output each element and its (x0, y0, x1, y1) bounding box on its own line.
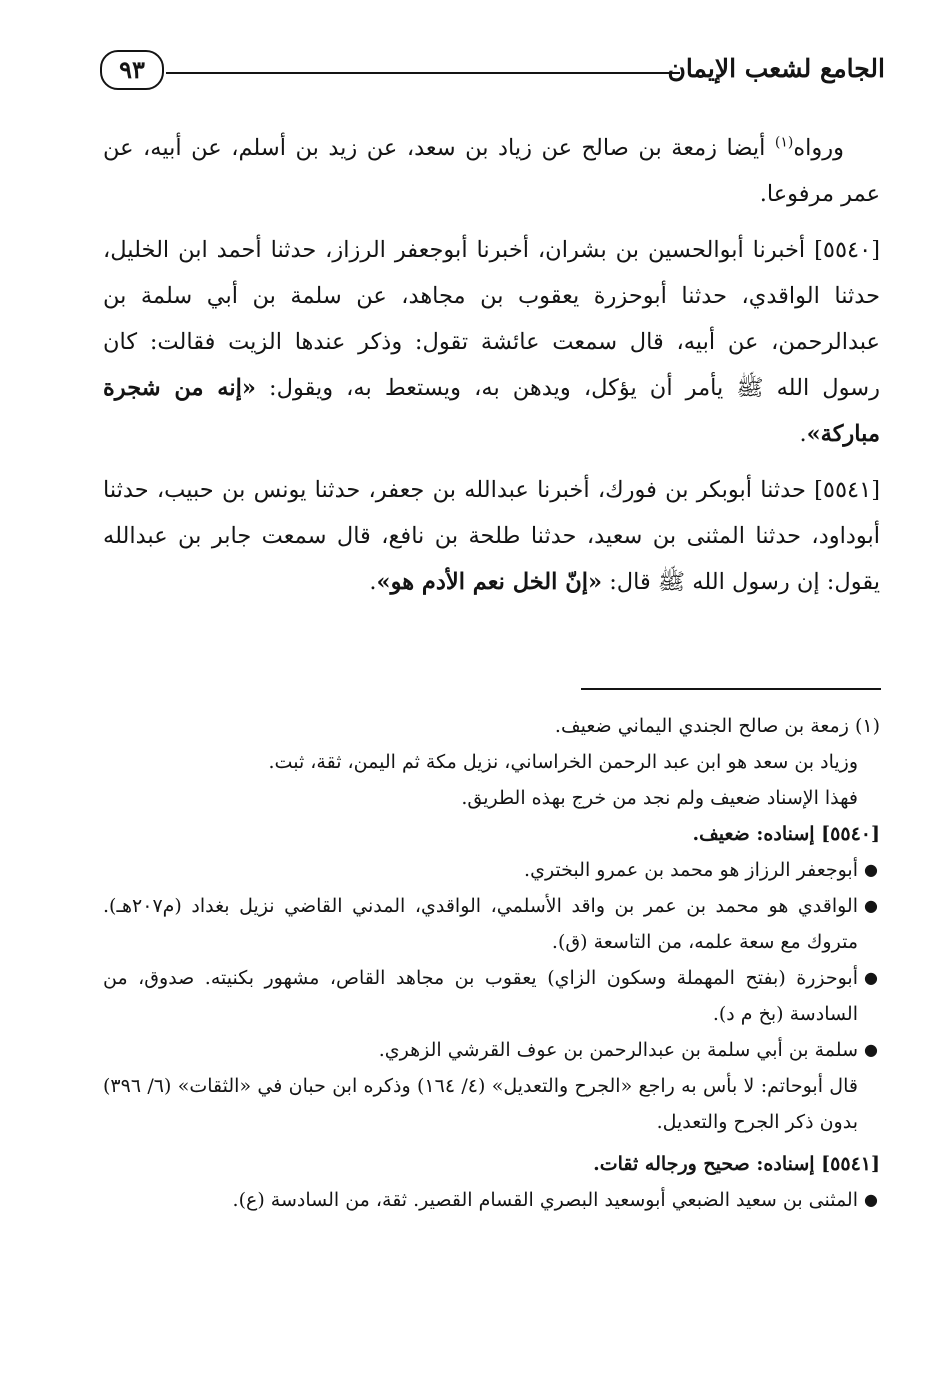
list-item-text: الواقدي هو محمد بن عمر بن واقد الأسلمي، الواقدي، المدني القاضي نزيل بغداد (م٢٠٧هـ). متروك مع سعة علمه، من التاسعة (ق). (103, 895, 858, 953)
hadith-5541-text: [٥٥٤١] حدثنا أبوبكر بن فورك، أخبرنا عبدالله بن جعفر، حدثنا يونس بن حبيب، حدثنا أبوداود، حدثنا المثنى بن سعيد، حدثنا طلحة بن نافع، قال سمعت جابر بن عبدالله يقول: إن رسول الله ﷺ قال: (103, 477, 880, 595)
hadith-5540-end: . (799, 421, 807, 447)
page-header (100, 48, 885, 98)
list-item (103, 1182, 880, 1218)
page-number: ٩٣ (100, 50, 164, 90)
note-5540-list (103, 852, 880, 1068)
list-item (103, 852, 880, 888)
note-5540-heading: [٥٥٤٠] إسناده: ضعيف. (692, 823, 880, 845)
bullet-icon: ● (864, 896, 878, 915)
hadith-5541-end: . (369, 569, 377, 595)
abu-hatim-note: قال أبوحاتم: لا بأس به راجع «الجرح والتعديل» (٤/ ١٦٤) وذكره ابن حبان في «الثقات» (٦/ ٣٩٦) بدون ذكر الجرح والتعديل. (103, 1075, 858, 1133)
note-5541-list (103, 1182, 880, 1218)
list-item (103, 960, 880, 1032)
narration-rest: أيضا زمعة بن صالح عن زياد بن سعد، عن زيد بن أسلم، عن أبيه، عن عمر مرفوعا. (103, 135, 880, 207)
narration-lead: ورواه (793, 135, 844, 161)
main-text (103, 125, 880, 605)
footnote-1-line-3: فهذا الإسناد ضعيف ولم نجد من خرج بهذه الطريق. (461, 787, 858, 809)
footnotes (103, 708, 880, 1218)
list-item-text: المثنى بن سعيد الضبعي أبوسعيد البصري القسام القصير. ثقة، من السادسة (ع). (232, 1189, 858, 1211)
hadith-5541-quote: «إنّ الخل نعم الأدم هو» (376, 569, 603, 595)
footnote-separator (581, 688, 881, 690)
bullet-icon: ● (864, 1190, 878, 1209)
note-5541-heading: [٥٥٤١] إسناده: صحيح ورجاله ثقات. (593, 1153, 880, 1175)
book-title: الجامع لشعب الإيمان (667, 54, 885, 83)
list-item (103, 888, 880, 960)
footnote-marker[interactable]: (١) (774, 134, 794, 151)
list-item-text: أبوحزرة (بفتح المهملة وسكون الزاي) يعقوب بن مجاهد القاص، مشهور بكنيته. صدوق، من السادسة (بخ م د). (103, 967, 858, 1025)
hadith-5540 (103, 227, 880, 457)
hadith-5540-quote: «إنه من شجرة مباركة» (103, 375, 880, 447)
list-item-text: أبوجعفر الرزاز هو محمد بن عمرو البختري. (524, 859, 858, 881)
hadith-5541 (103, 467, 880, 605)
hadith-5540-text: [٥٥٤٠] أخبرنا أبوالحسين بن بشران، أخبرنا أبوجعفر الرزاز، حدثنا أحمد ابن الخليل، حدثنا الواقدي، حدثنا أبوحزرة يعقوب بن مجاهد، عن سلمة بن أبي سلمة بن عبدالرحمن، عن أبيه، قال سمعت عائشة تقول: وذكر عندها الزيت فقالت: كان رسول الله ﷺ يأمر أن يؤكل، ويدهن به، ويستعط به، ويقول: (103, 237, 880, 401)
bullet-icon: ● (864, 968, 878, 987)
paragraph-narration (103, 125, 880, 217)
bullet-icon: ● (864, 1040, 878, 1059)
header-rule (166, 72, 680, 74)
list-item-text: سلمة بن أبي سلمة بن عبدالرحمن بن عوف القرشي الزهري. (378, 1039, 858, 1061)
footnote-1-line-1: (١) زمعة بن صالح الجندي اليماني ضعيف. (554, 715, 880, 737)
bullet-icon: ● (864, 860, 878, 879)
list-item (103, 1032, 880, 1068)
footnote-1-line-2: وزياد بن سعد هو ابن عبد الرحمن الخراساني، نزيل مكة ثم اليمن، ثقة، ثبت. (268, 751, 858, 773)
